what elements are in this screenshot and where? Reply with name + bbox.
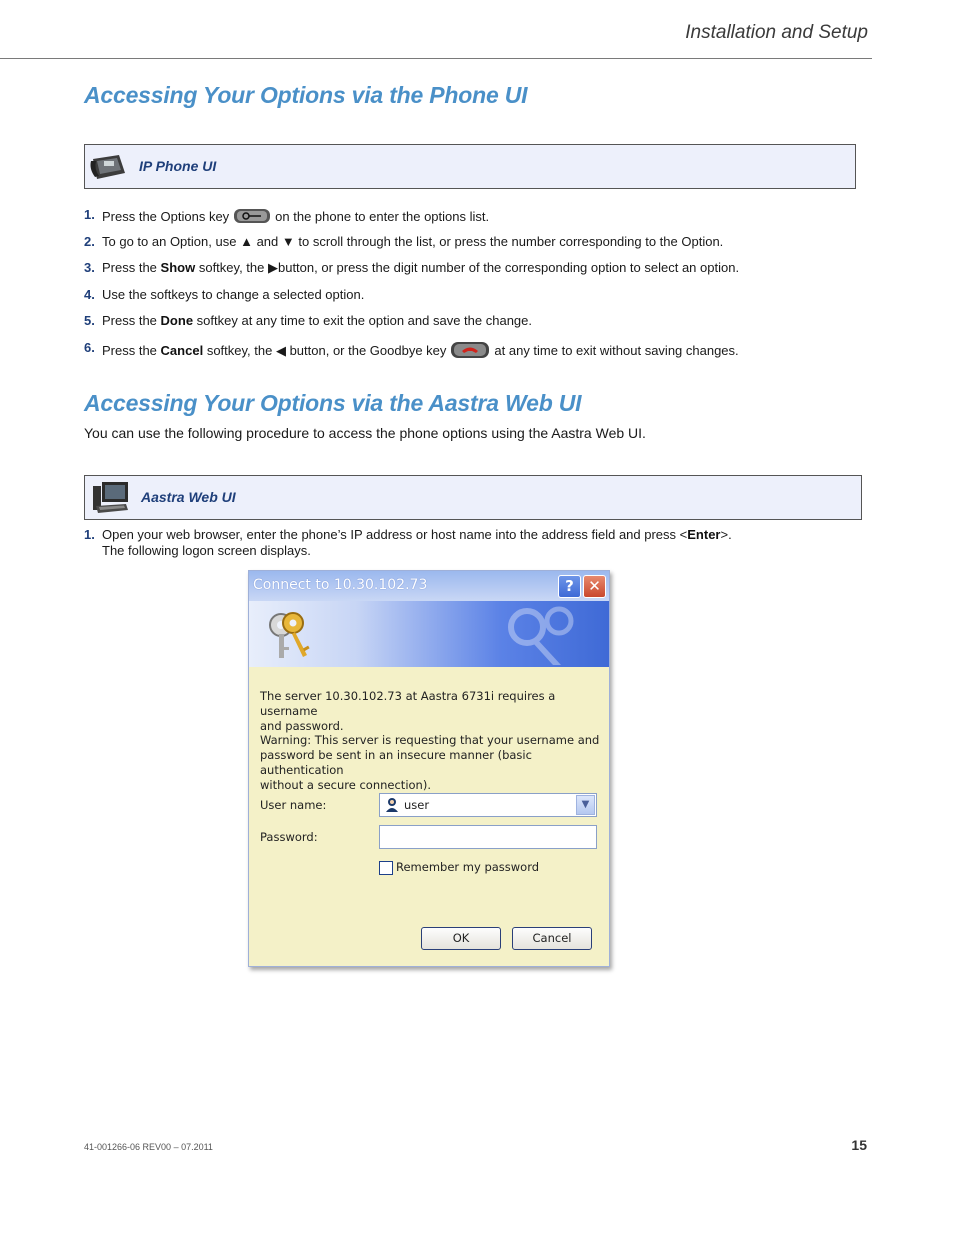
logon-dialog — [248, 570, 610, 967]
callout-ip-phone-ui — [84, 144, 856, 189]
server-message: The server 10.30.102.73 at Aastra 6731i requires a username and password. — [260, 689, 556, 733]
callout-label: Aastra Web UI — [141, 489, 236, 505]
close-button[interactable]: ✕ — [583, 575, 606, 598]
chevron-down-icon[interactable]: ▼ — [576, 795, 595, 815]
down-arrow-icon: ▼ — [281, 234, 295, 249]
right-arrow-icon: ▶ — [267, 260, 278, 275]
dialog-titlebar[interactable] — [249, 571, 609, 601]
username-label: User name: — [260, 798, 327, 812]
intro-paragraph: You can use the following procedure to access the phone options using the Aastra Web UI. — [84, 425, 646, 441]
dialog-body — [249, 667, 609, 966]
username-value: user — [404, 798, 430, 812]
document-code: 41-001266-06 REV00 – 07.2011 — [84, 1142, 213, 1152]
header-divider — [0, 58, 872, 59]
heading-phone-ui: Accessing Your Options via the Phone UI — [84, 82, 528, 108]
remember-password-label: Remember my password — [396, 860, 540, 874]
page-number: 15 — [851, 1137, 867, 1153]
watermark-keys-icon — [497, 605, 587, 669]
ok-button[interactable]: OK — [421, 927, 501, 950]
warning-message: Warning: This server is requesting that your username and password be sent in an insecure manner (basic authentication without a secure connection). — [260, 733, 600, 792]
username-combobox[interactable] — [379, 793, 597, 817]
dialog-title: Connect to 10.30.102.73 — [253, 577, 428, 593]
section-title: Installation and Setup — [685, 22, 868, 43]
left-arrow-icon: ◀ — [275, 342, 286, 358]
dialog-banner — [249, 601, 609, 667]
cancel-button[interactable]: Cancel — [512, 927, 592, 950]
callout-label: IP Phone UI — [139, 158, 217, 174]
keys-icon — [263, 607, 319, 667]
heading-web-ui: Accessing Your Options via the Aastra Web UI — [84, 390, 582, 416]
user-icon — [384, 797, 400, 817]
goodbye-key-icon — [450, 340, 490, 363]
help-button[interactable]: ? — [558, 575, 581, 598]
remember-password-checkbox[interactable] — [379, 861, 393, 875]
password-label: Password: — [260, 830, 318, 844]
callout-aastra-web-ui — [84, 475, 862, 520]
options-key-icon — [233, 207, 271, 228]
ip-phone-icon — [89, 151, 127, 186]
up-arrow-icon: ▲ — [240, 234, 253, 249]
computer-icon — [90, 480, 130, 521]
password-input[interactable] — [379, 825, 597, 849]
